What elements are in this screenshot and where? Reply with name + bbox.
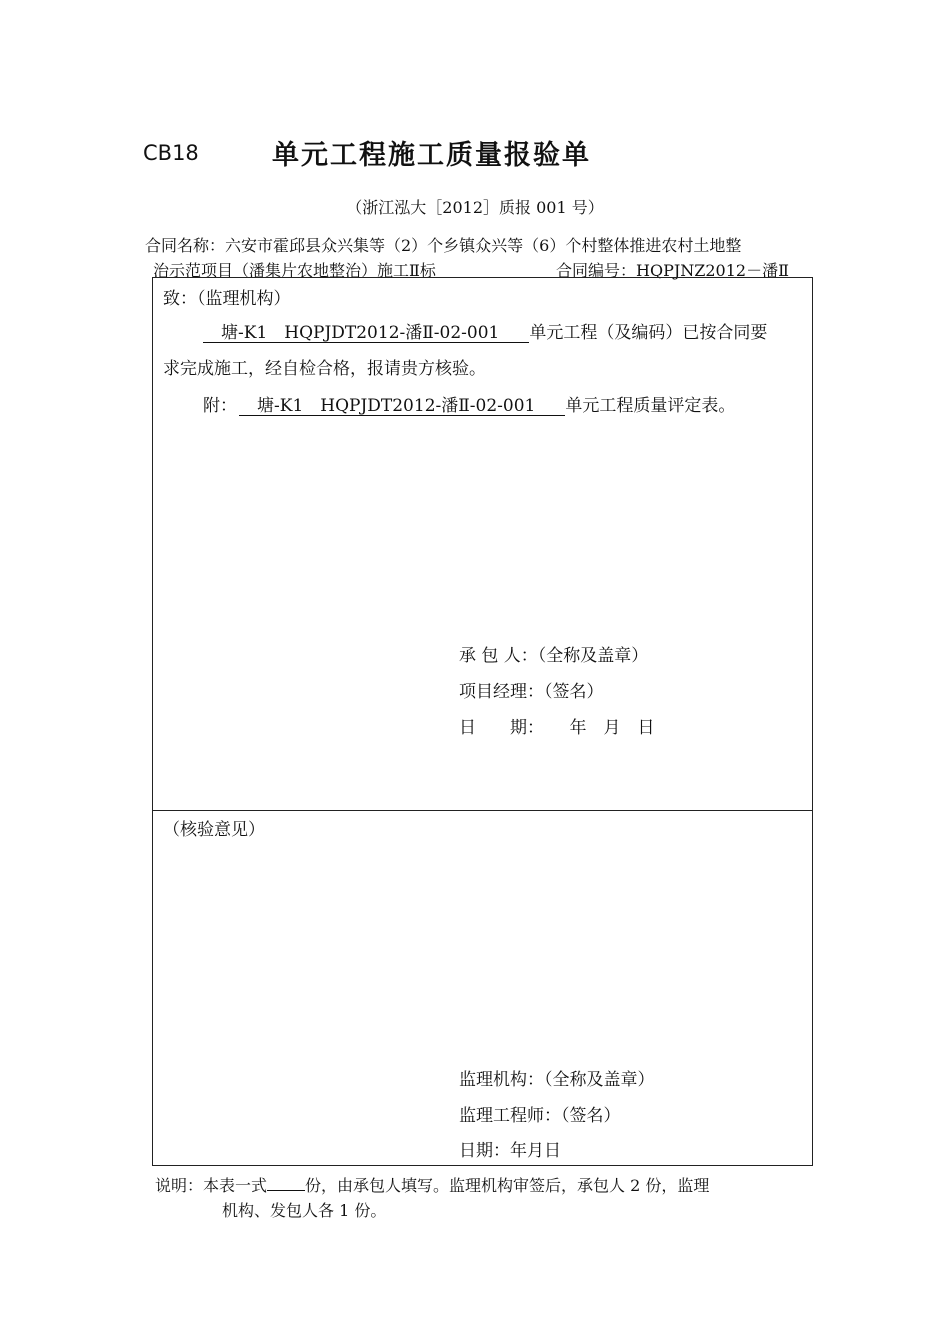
contract-name-line2: 治示范项目（潘集片农地整治）施工Ⅱ标 — [153, 261, 436, 280]
contractor-date: 日 期： 年 月 日 — [459, 718, 655, 738]
note-suffix: 份，由承包人填写。监理机构审签后，承包人 2 份，监理 — [305, 1176, 710, 1195]
application-line1-suffix: 单元工程（及编码）已按合同要 — [529, 323, 768, 343]
attachment-suffix: 单元工程质量评定表。 — [565, 396, 736, 416]
contract-number: 合同编号：HQPJNZ2012－潘Ⅱ — [556, 261, 789, 280]
recipient-line: 致：（监理机构） — [163, 289, 291, 309]
supervisor-date: 日期：年月日 — [459, 1141, 561, 1161]
application-line2: 求完成施工，经自检合格，报请贵方核验。 — [163, 359, 486, 379]
note-line2: 机构、发包人各 1 份。 — [222, 1201, 387, 1220]
contractor-signature: 承 包 人：（全称及盖章） — [459, 646, 649, 666]
page-title: 单元工程施工质量报验单 — [272, 140, 591, 171]
supervising-engineer-signature: 监理工程师：（签名） — [459, 1106, 621, 1126]
section-divider — [152, 810, 813, 811]
unit-code-field[interactable]: 塘-K1 HQPJDT2012-潘Ⅱ-02-001 — [203, 324, 529, 343]
attachment-prefix: 附： — [203, 396, 237, 416]
attachment-code-field[interactable]: 塘-K1 HQPJDT2012-潘Ⅱ-02-001 — [239, 397, 565, 416]
supervisor-org-signature: 监理机构：（全称及盖章） — [459, 1070, 655, 1090]
contract-name-line1: 合同名称：六安市霍邱县众兴集等（2）个乡镇众兴等（6）个村整体推进农村土地整 — [145, 236, 742, 255]
copies-blank[interactable] — [267, 1175, 305, 1191]
project-manager-signature: 项目经理：（签名） — [459, 682, 604, 702]
form-code: CB18 — [143, 141, 199, 165]
attachment-line — [203, 391, 735, 416]
note-prefix: 说明：本表一式 — [155, 1176, 268, 1195]
application-line1 — [203, 318, 767, 343]
note-line1 — [155, 1173, 709, 1196]
document-number: （浙江泓大［2012］质报 001 号） — [346, 198, 604, 217]
review-opinion-label: （核验意见） — [163, 820, 265, 840]
